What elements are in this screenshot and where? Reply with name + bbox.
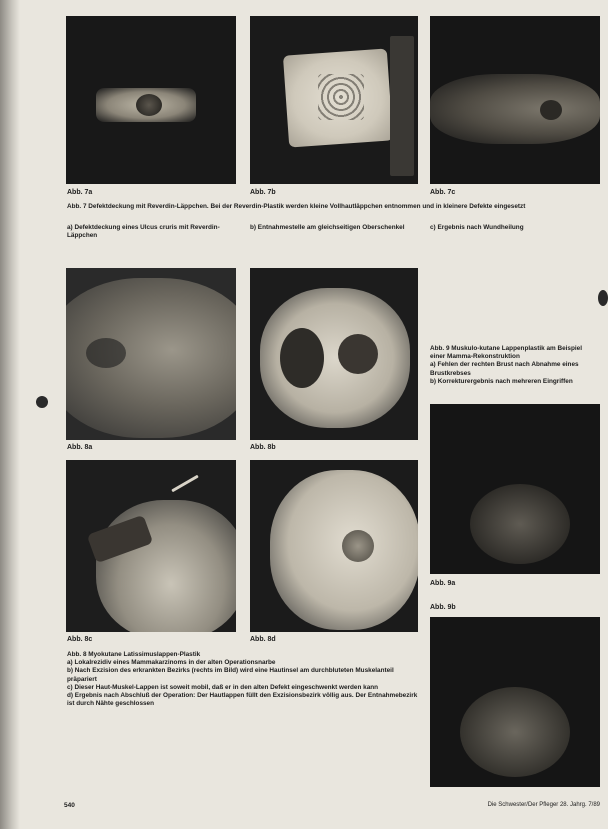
- photo-8b: [250, 268, 418, 440]
- page-binding-shadow: [0, 0, 20, 829]
- photo-8a: [66, 268, 236, 440]
- figure-label-8b: Abb. 8b: [250, 444, 276, 451]
- figure-label-9b: Abb. 9b: [430, 604, 456, 611]
- caption-7-heading: Abb. 7 Defektdeckung mit Reverdin-Läppchen. Bei der Reverdin-Plastik werden kleine Vollhautläppchen entnommen und in kleinere Defekte eingesetzt: [67, 203, 526, 210]
- caption-9: [430, 345, 598, 386]
- photo-7b: [250, 16, 418, 184]
- caption-7b: b) Entnahmestelle am gleichseitigen Oberschenkel: [250, 224, 405, 231]
- photo-9a: [430, 404, 600, 574]
- caption-8c: c) Dieser Haut-Muskel-Lappen ist soweit mobil, daß er in den alten Defekt eingeschwenkt werden kann: [67, 683, 379, 691]
- figure-label-7b: Abb. 7b: [250, 189, 276, 196]
- caption-9a: a) Fehlen der rechten Brust nach Abnahme eines Brustkrebses: [430, 361, 579, 377]
- figure-label-7a: Abb. 7a: [67, 189, 93, 196]
- caption-7a: a) Defektdeckung eines Ulcus cruris mit Reverdin-Läppchen: [67, 224, 220, 240]
- scan-smudge: [36, 396, 48, 408]
- caption-8b: b) Nach Exzision des erkrankten Bezirks (rechts im Bild) wird eine Hautinsel am durchbluteten Muskelanteil präpariert: [67, 667, 394, 683]
- caption-8-heading: Abb. 8 Myokutane Latissimuslappen-Plastik: [67, 651, 201, 658]
- figure-label-8c: Abb. 8c: [67, 636, 93, 643]
- caption-8a: a) Lokalrezidiv eines Mammakarzinoms in der alten Operationsnarbe: [67, 659, 276, 667]
- photo-9b: [430, 617, 600, 787]
- caption-9-heading: Abb. 9 Muskulo-kutane Lappenplastik am Beispiel einer Mamma-Rekonstruktion: [430, 345, 582, 361]
- caption-7c: c) Ergebnis nach Wundheilung: [430, 224, 524, 231]
- page-number: 540: [64, 802, 75, 809]
- journal-footer: Die Schwester/Der Pfleger 28. Jahrg. 7/89: [487, 802, 600, 808]
- photo-7c: [430, 16, 600, 184]
- caption-8: [67, 651, 419, 708]
- caption-9b: b) Korrekturergebnis nach mehreren Eingriffen: [430, 377, 573, 385]
- scan-smudge-right: [598, 290, 608, 306]
- photo-7a: [66, 16, 236, 184]
- figure-label-8a: Abb. 8a: [67, 444, 93, 451]
- caption-8d: d) Ergebnis nach Abschluß der Operation: Der Hautlappen füllt den Exzisionsbezirk völlig aus. Der Entnahmebezirk ist durch Nähte geschlossen: [67, 692, 418, 708]
- photo-8c: [66, 460, 236, 632]
- figure-label-9a: Abb. 9a: [430, 580, 456, 587]
- figure-label-7c: Abb. 7c: [430, 189, 456, 196]
- figure-label-8d: Abb. 8d: [250, 636, 276, 643]
- photo-8d: [250, 460, 418, 632]
